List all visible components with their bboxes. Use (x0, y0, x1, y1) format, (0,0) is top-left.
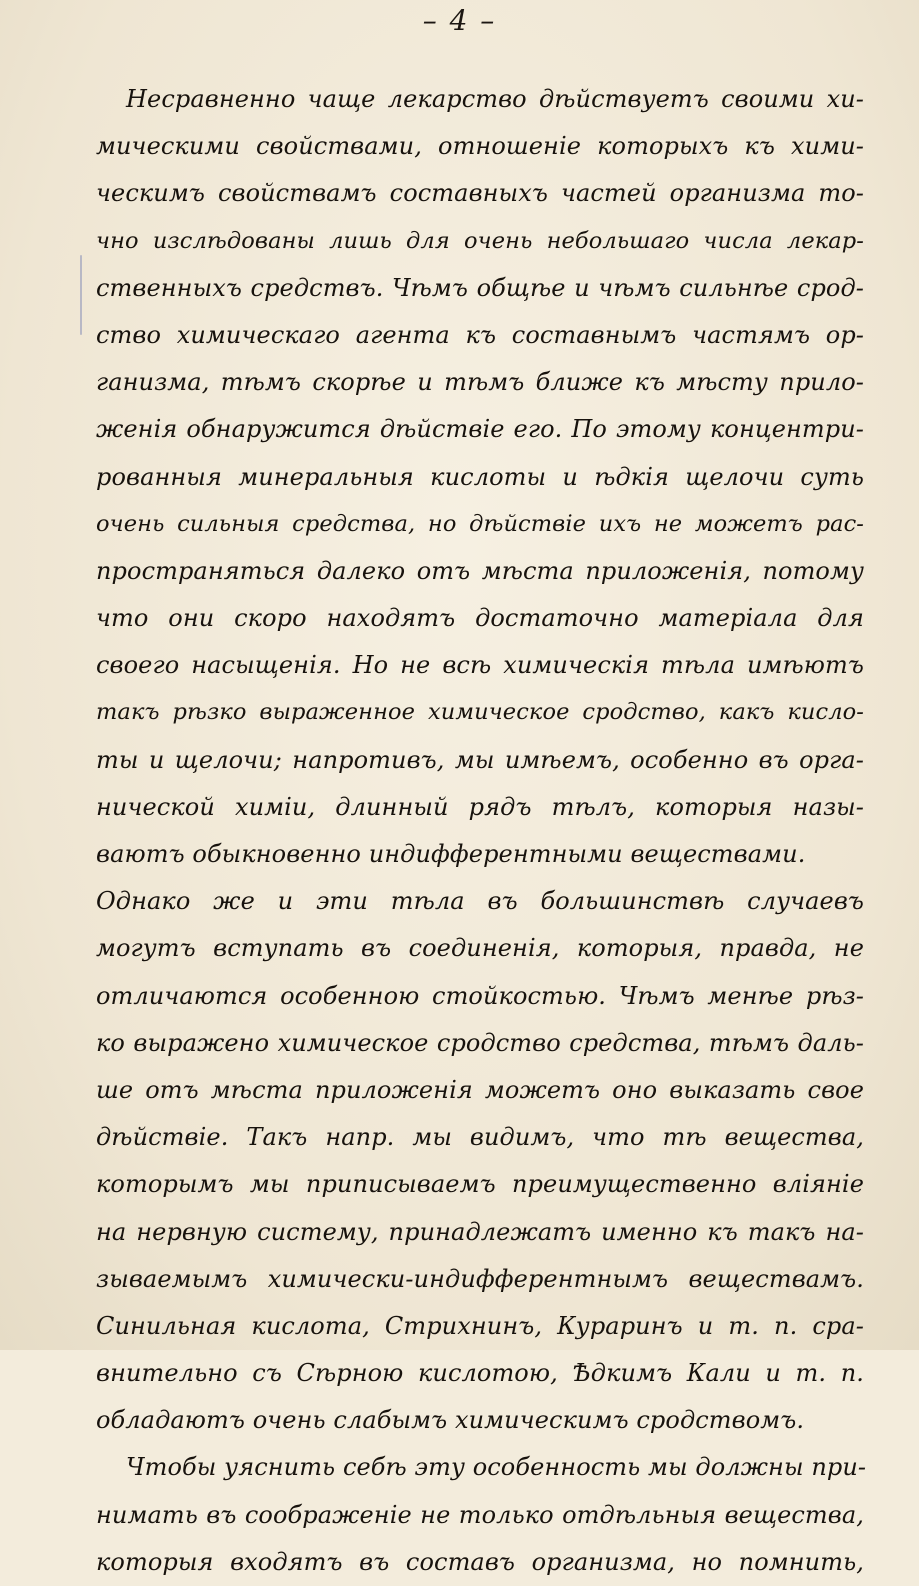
text-line: рованныя минеральныя кислоты и ѣдкія щелочи суть (96, 462, 864, 491)
text-line: ческимъ свойствамъ составныхъ частей организма то- (96, 179, 864, 208)
text-line: женія обнаружится дѣйствіе его. По этому концентри- (96, 415, 864, 444)
text-line: ше отъ мѣста приложенія можетъ оно выказать свое (96, 1075, 864, 1104)
text-line: которыя входятъ въ составъ организма, но помнить, (96, 1547, 864, 1576)
text-line: внительно съ Сѣрною кислотою, Ѣдкимъ Кали и т. п. (96, 1359, 864, 1388)
handwritten-text-block (96, 76, 867, 1586)
text-line: своего насыщенія. Но не всѣ химическія тѣла имѣютъ (96, 651, 864, 680)
text-line: Однако же и эти тѣла въ большинствѣ случаевъ (96, 887, 864, 916)
page-number: – 4 – (422, 4, 497, 37)
text-line: зываемымъ химически-индифферентнымъ веществамъ. (96, 1264, 864, 1293)
text-line: нимать въ соображеніе не только отдѣльныя вещества, (96, 1500, 864, 1529)
text-line: нической химіи, длинный рядъ тѣлъ, которыя назы- (96, 792, 864, 821)
text-line: чно изслѣдованы лишь для очень небольшаго числа лекар- (96, 227, 864, 254)
text-line: Чтобы уяснить себѣ эту особенность мы должны при- (126, 1453, 867, 1482)
text-line: ство химическаго агента къ составнымъ частямъ ор- (96, 320, 864, 349)
text-line: обладаютъ очень слабымъ химическимъ сродствомъ. (96, 1406, 805, 1435)
text-line: такъ рѣзко выраженное химическое сродство, какъ кисло- (96, 699, 864, 726)
text-line: ваютъ обыкновенно индифферентными веществами. (96, 840, 806, 868)
text-line: отличаются особенною стойкостью. Чѣмъ менѣе рѣз- (96, 981, 864, 1010)
text-line: которымъ мы приписываемъ преимущественно вліяніе (96, 1170, 864, 1199)
text-line: пространяться далеко отъ мѣста приложенія, потому (96, 556, 864, 585)
text-line: ты и щелочи; напротивъ, мы имѣемъ, особенно въ орга- (96, 745, 864, 774)
text-line: ганизма, тѣмъ скорѣе и тѣмъ ближе къ мѣсту прило- (96, 368, 864, 397)
text-line: Синильная кислота, Стрихнинъ, Кураринъ и т. п. сра- (96, 1311, 864, 1340)
text-line: ственныхъ средствъ. Чѣмъ общѣе и чѣмъ сильнѣе срод- (96, 273, 864, 302)
text-line: что они скоро находятъ достаточно матеріала для (96, 604, 864, 633)
text-line: на нервную систему, принадлежатъ именно къ такъ на- (96, 1217, 864, 1246)
text-line: могутъ вступать въ соединенія, которыя, правда, не (96, 934, 864, 963)
text-line: мическими свойствами, отношеніе которыхъ къ хими- (96, 132, 864, 161)
text-line: Несравненно чаще лекарство дѣйствуетъ своими хи- (126, 85, 864, 113)
text-line: очень сильныя средства, но дѣйствіе ихъ не можетъ рас- (96, 510, 864, 537)
margin-pencil-mark (80, 255, 82, 335)
text-line: ко выражено химическое сродство средства, тѣмъ даль- (96, 1028, 864, 1057)
text-line: дѣйствіе. Такъ напр. мы видимъ, что тѣ вещества, (96, 1123, 864, 1152)
